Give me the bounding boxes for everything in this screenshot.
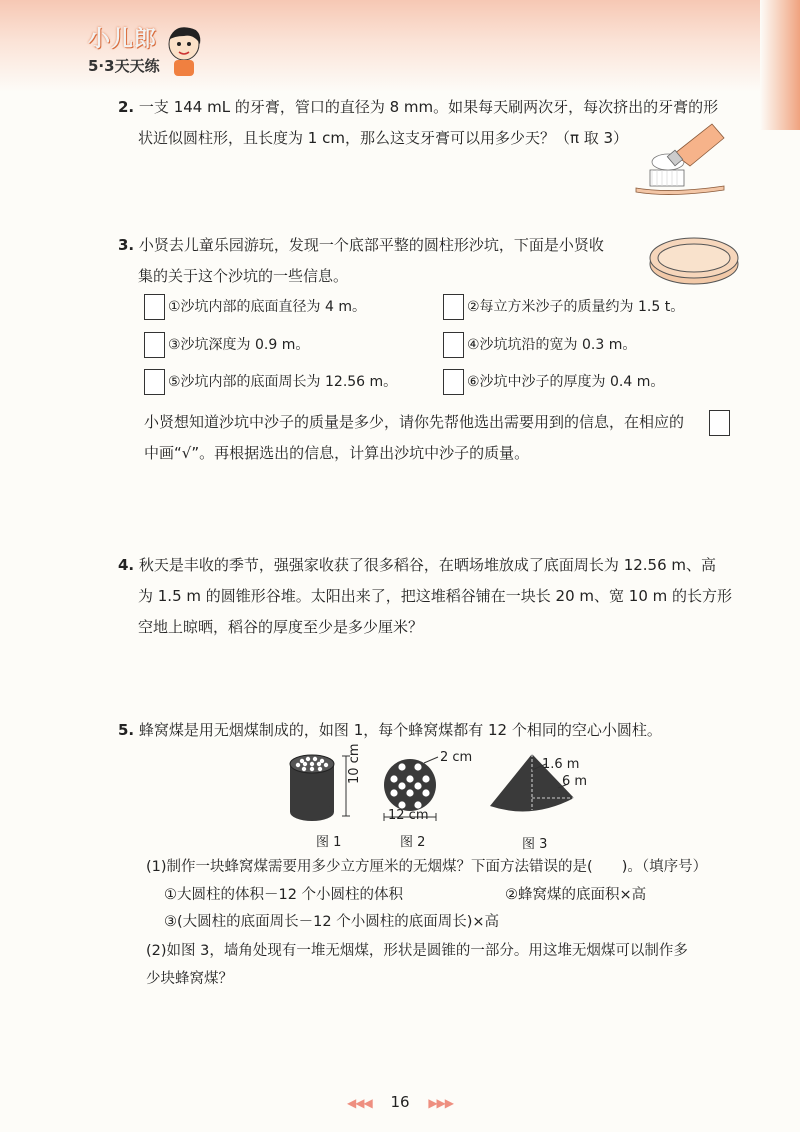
logo xyxy=(88,22,160,76)
question-4 xyxy=(118,550,738,643)
q5-part-2: (2)如图 3，墙角处现有一堆无烟煤，形状是圆锥的一部分。用这堆无烟煤可以制作多 xyxy=(146,943,688,959)
question-text: 一支 144 mL 的牙膏，管口的直径为 8 mm。如果每天刷两次牙，每次挤出的牙膏的形 xyxy=(138,98,719,116)
instruction-text: 小贤想知道沙坑中沙子的质量是多少，请你先帮他选出需要用到的信息，在相应的 xyxy=(144,413,685,431)
sandpit-illustration xyxy=(648,232,740,290)
checkbox[interactable] xyxy=(443,369,464,395)
question-text: 小贤去儿童乐园游玩，发现一个底部平整的圆柱形沙坑，下面是小贤收 xyxy=(138,236,604,254)
question-text: 空地上晾晒，稻谷的厚度至少是多少厘米？ xyxy=(138,618,424,636)
fig1-caption: 图 1 xyxy=(316,835,342,850)
option-5 xyxy=(144,369,397,395)
q5-part-1-option-1: ①大圆柱的体积－12 个小圆柱的体积 xyxy=(164,887,404,903)
logo-title: 小儿郎 xyxy=(88,27,158,52)
question-number: 4. xyxy=(118,556,135,574)
prev-arrows-icon: ◀◀◀ xyxy=(346,1096,372,1110)
option-text: ⑤沙坑内部的底面周长为 12.56 m。 xyxy=(168,374,398,390)
question-3-instruction xyxy=(144,407,744,469)
option-text: ④沙坑坑沿的宽为 0.3 m。 xyxy=(467,337,637,353)
header-edge xyxy=(760,0,800,130)
question-text: 集的关于这个沙坑的一些信息。 xyxy=(138,267,349,285)
mascot-icon xyxy=(160,22,208,78)
option-text: ③沙坑深度为 0.9 m。 xyxy=(168,337,310,353)
checkbox[interactable] xyxy=(443,332,464,358)
checkbox[interactable] xyxy=(144,332,165,358)
toothpaste-illustration xyxy=(630,118,726,198)
checkbox[interactable] xyxy=(144,294,165,320)
example-box xyxy=(709,410,730,436)
q5-part-1-option-3: ③(大圆柱的底面周长－12 个小圆柱的底面周长)×高 xyxy=(164,914,500,930)
q5-part-1-option-2: ②蜂窝煤的底面积×高 xyxy=(505,887,647,903)
option-text: ②每立方米沙子的质量约为 1.5 t。 xyxy=(467,299,685,315)
instruction-text: 中画“√”。再根据选出的信息，计算出沙坑中沙子的质量。 xyxy=(144,444,530,462)
question-text: 为 1.5 m 的圆锥形谷堆。太阳出来了，把这堆稻谷铺在一块长 20 m、宽 10 m 的长方形 xyxy=(138,587,733,605)
option-text: ⑥沙坑中沙子的厚度为 0.4 m。 xyxy=(467,374,665,390)
fig2-bottom-dimension: 12 cm xyxy=(388,808,429,823)
option-6 xyxy=(443,369,664,395)
fig3-dimension-a: 1.6 m xyxy=(542,757,580,772)
question-number: 3. xyxy=(118,236,135,254)
option-text: ①沙坑内部的底面直径为 4 m。 xyxy=(168,299,366,315)
page-number: 16 xyxy=(390,1093,410,1111)
logo-subtitle: 5·3天天练 xyxy=(88,57,160,75)
q5-part-1: (1)制作一块蜂窝煤需要用多少立方厘米的无烟煤？下面方法错误的是( )。（填序号） xyxy=(146,859,708,875)
option-2 xyxy=(443,294,684,320)
fig3-caption: 图 3 xyxy=(522,837,548,852)
q5-part-2-cont: 少块蜂窝煤？ xyxy=(146,971,233,987)
option-1 xyxy=(144,294,366,320)
question-3 xyxy=(118,230,738,292)
question-number: 2. xyxy=(118,98,135,116)
question-text: 蜂窝煤是用无烟煤制成的，如图 1，每个蜂窝煤都有 12 个相同的空心小圆柱。 xyxy=(138,721,662,739)
checkbox[interactable] xyxy=(443,294,464,320)
fig1-dimension: 10 cm xyxy=(347,743,362,784)
next-arrows-icon: ▶▶▶ xyxy=(428,1096,454,1110)
question-5 xyxy=(118,715,738,746)
question-number: 5. xyxy=(118,721,135,739)
page-footer xyxy=(0,1093,800,1111)
option-4 xyxy=(443,332,636,358)
fig2-caption: 图 2 xyxy=(400,835,426,850)
fig2-top-dimension: 2 cm xyxy=(440,750,473,765)
fig3-dimension-b: 6 m xyxy=(562,774,588,789)
checkbox[interactable] xyxy=(144,369,165,395)
question-text: 状近似圆柱形，且长度为 1 cm，那么这支牙膏可以用多少天？（π 取 3） xyxy=(138,129,629,147)
option-3 xyxy=(144,332,309,358)
question-text: 秋天是丰收的季节，强强家收获了很多稻谷，在晒场堆放成了底面周长为 12.56 m、高 xyxy=(138,556,717,574)
